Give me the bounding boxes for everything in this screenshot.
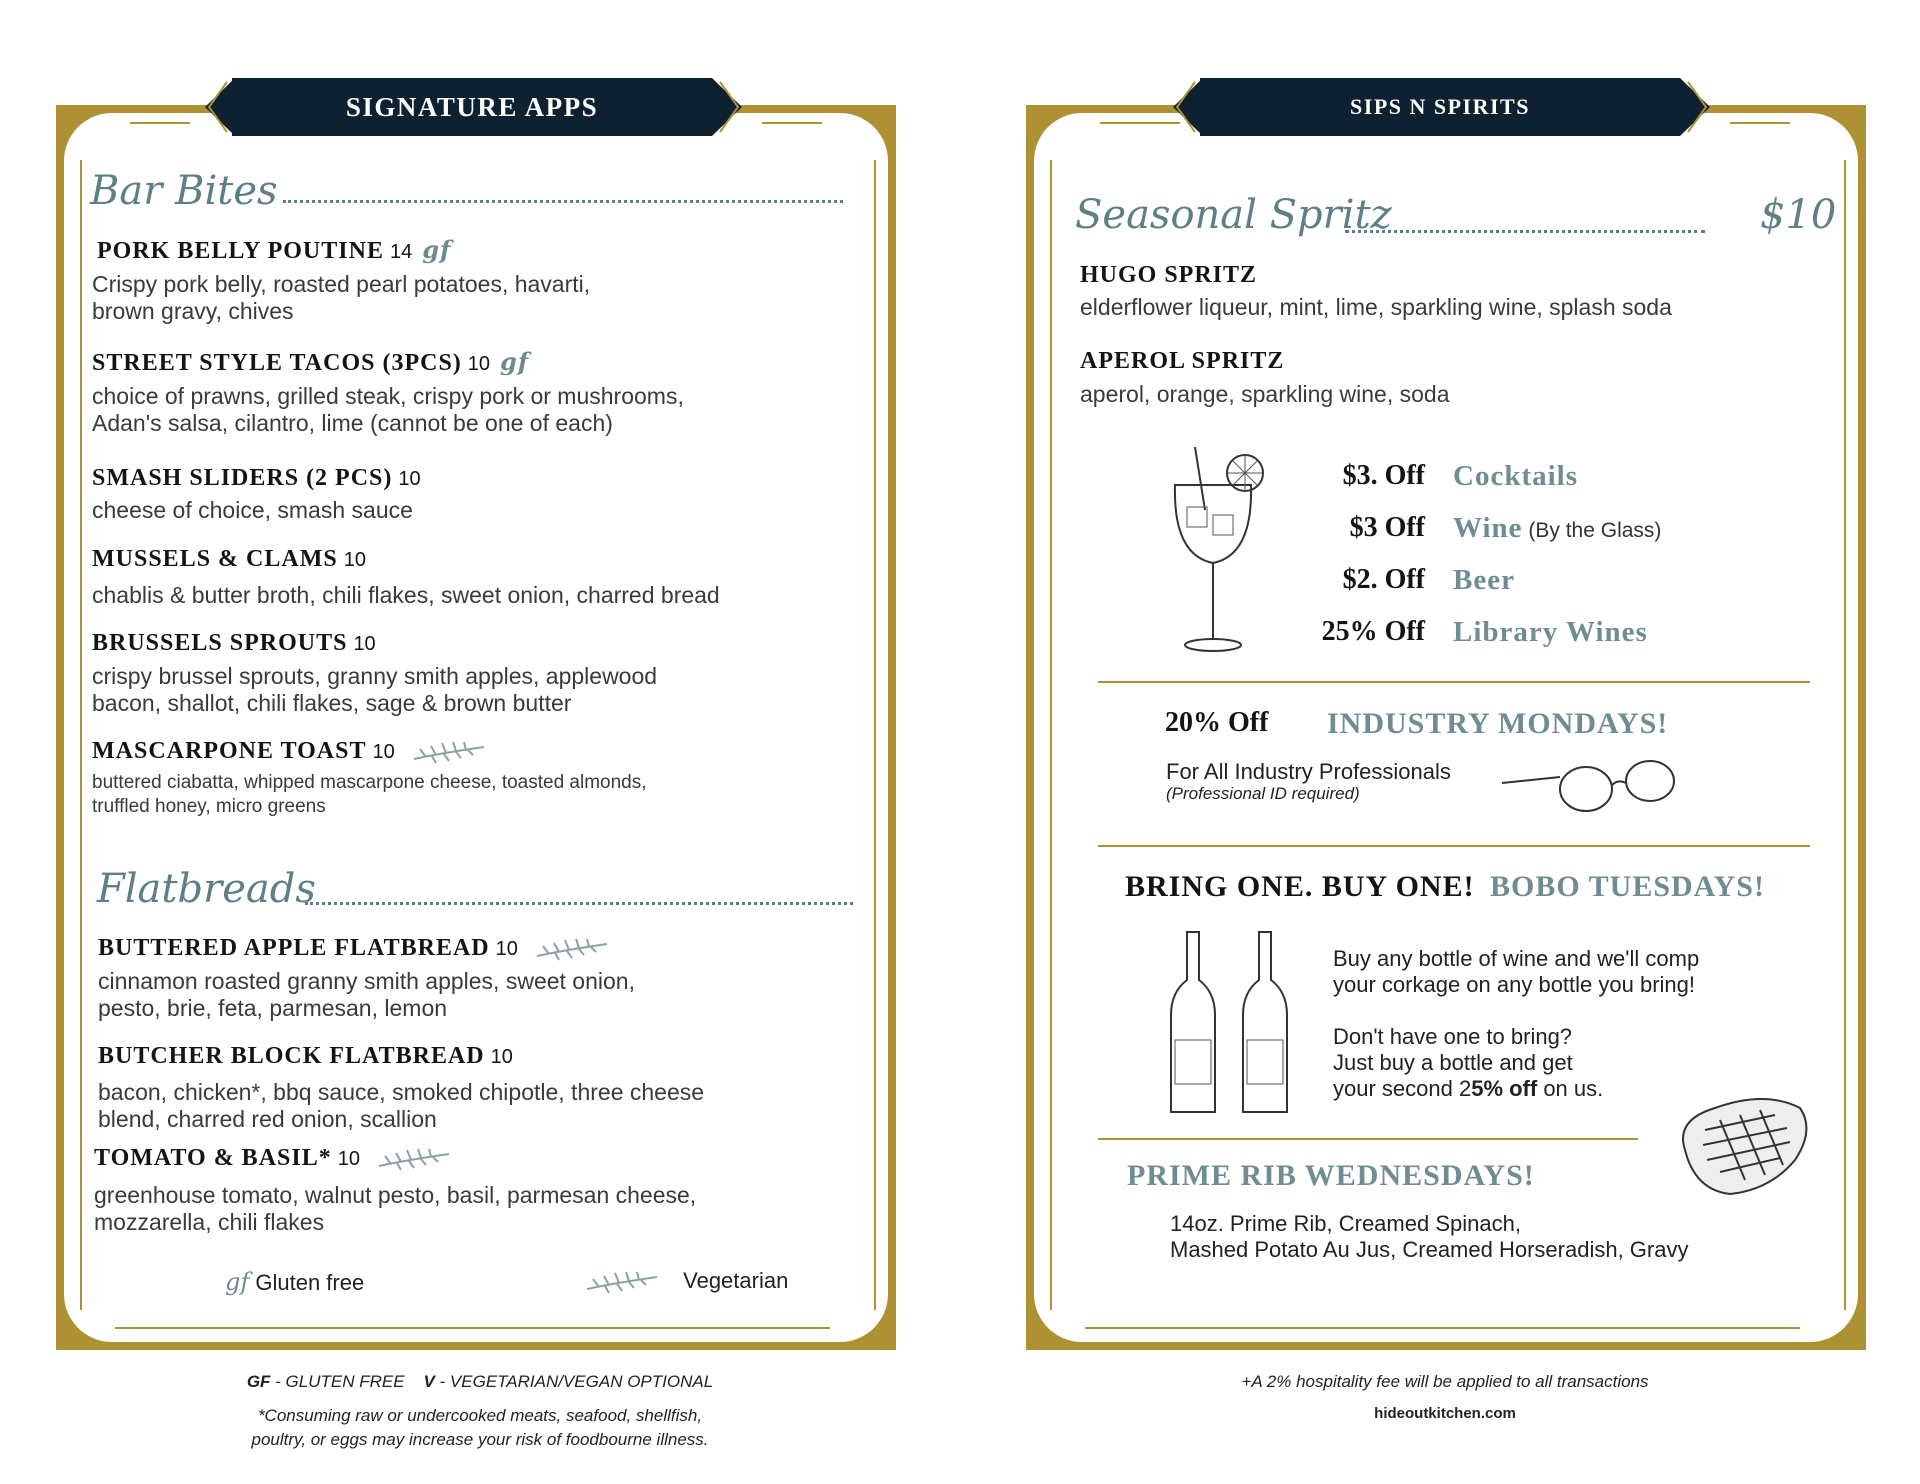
- vegetarian-leaf-icon: [377, 1146, 451, 1172]
- banner-point-left: [205, 78, 235, 136]
- bobo-offer: Don't have one to bring? Just buy a bottle and get your second 25% off on us.: [1333, 1024, 1604, 1101]
- wine-bottles-icon: [1165, 930, 1315, 1120]
- banner-title: SIPS N SPIRITS: [1350, 94, 1530, 119]
- deal-price: $3 Off: [1349, 512, 1425, 543]
- menu-item-description: bacon, chicken*, bbq sauce, smoked chipotle, three cheese blend, charred red onion, scallion: [98, 1079, 705, 1132]
- website-link[interactable]: hideoutkitchen.com: [1374, 1405, 1516, 1422]
- vegetarian-leaf-icon: [535, 936, 609, 962]
- seasonal-spritz-heading: Seasonal Spritz: [1075, 192, 1392, 238]
- industry-mondays-title: INDUSTRY MONDAYS!: [1327, 707, 1669, 740]
- gluten-free-icon: gf: [225, 1268, 250, 1296]
- menu-item-title: MASCARPONE TOAST 10: [92, 738, 486, 765]
- menu-item-description: buttered ciabatta, whipped mascarpone cheese, toasted almonds, truffled honey, micro greens: [92, 772, 647, 817]
- flatbreads-heading: Flatbreads: [97, 866, 316, 912]
- divider: [1098, 681, 1810, 683]
- legend-vegetarian: Vegetarian: [585, 1268, 788, 1295]
- menu-item-description: chablis & butter broth, chili flakes, sweet onion, charred bread: [92, 582, 720, 608]
- seasonal-spritz-price: $10: [1760, 192, 1837, 238]
- industry-note: (Professional ID required): [1166, 784, 1360, 803]
- deal-name: Wine (By the Glass): [1453, 512, 1662, 544]
- menu-item-title: SMASH SLIDERS (2 PCS) 10: [92, 465, 421, 491]
- menu-item-description: crispy brussel sprouts, granny smith apples, applewood bacon, shallot, chili flakes, sage & brown butter: [92, 663, 658, 716]
- menu-item-title: PORK BELLY POUTINE 14 gf: [97, 235, 452, 264]
- deal-name: Library Wines: [1453, 616, 1648, 648]
- sips-n-spirits-banner: [1200, 78, 1680, 136]
- prime-rib-title: PRIME RIB WEDNESDAYS!: [1127, 1159, 1535, 1192]
- spritz-description: aperol, orange, sparkling wine, soda: [1080, 381, 1450, 407]
- divider: [1098, 845, 1810, 847]
- vegetarian-leaf-icon: [585, 1269, 665, 1295]
- divider: [1098, 1138, 1638, 1140]
- menu-item-description: choice of prawns, grilled steak, crispy pork or mushrooms, Adan's salsa, cilantro, lime (cannot be one of each): [92, 383, 684, 436]
- gluten-free-icon: gf: [500, 347, 530, 376]
- menu-item-title: STREET STYLE TACOS (3PCS) 10 gf: [92, 347, 530, 376]
- menu-item-title: BUTTERED APPLE FLATBREAD 10: [98, 935, 609, 962]
- banner-point-right: [1680, 78, 1710, 136]
- spritz-title: HUGO SPRITZ: [1080, 262, 1258, 288]
- cocktail-glass-icon: [1165, 445, 1270, 660]
- food-safety-warning: *Consuming raw or undercooked meats, seafood, shellfish, poultry, or eggs may increase your risk of foodbourne illness.: [251, 1406, 709, 1449]
- spritz-description: elderflower liqueur, mint, lime, sparkling wine, splash soda: [1080, 294, 1672, 320]
- menu-item-description: cinnamon roasted granny smith apples, sweet onion, pesto, brie, feta, parmesan, lemon: [98, 968, 635, 1021]
- banner-point-left: [1173, 78, 1203, 136]
- menu-item-description: Crispy pork belly, roasted pearl potatoes, havarti, brown gravy, chives: [92, 271, 591, 324]
- signature-apps-banner: [232, 78, 712, 136]
- deal-price: $3. Off: [1342, 460, 1425, 491]
- menu-item-title: BUTCHER BLOCK FLATBREAD 10: [98, 1043, 513, 1069]
- legend-gluten-free: gf Gluten free: [225, 1268, 365, 1296]
- menu-item-description: cheese of choice, smash sauce: [92, 497, 413, 523]
- deal-price: $2. Off: [1342, 564, 1425, 595]
- gluten-free-icon: gf: [422, 235, 452, 264]
- deal-name: Cocktails: [1453, 460, 1578, 492]
- banner-title: SIGNATURE APPS: [345, 91, 599, 122]
- dietary-key: GF - GLUTEN FREE V - VEGETARIAN/VEGAN OPTIONAL: [246, 1372, 714, 1391]
- industry-text: For All Industry Professionals: [1166, 759, 1451, 784]
- prime-rib-text: 14oz. Prime Rib, Creamed Spinach, Mashed Potato Au Jus, Creamed Horseradish, Gravy: [1170, 1211, 1689, 1262]
- deal-name: Beer: [1453, 564, 1515, 596]
- eyeglasses-icon: [1500, 755, 1680, 817]
- bobo-text: Buy any bottle of wine and we'll comp your corkage on any bottle you bring!: [1333, 946, 1700, 997]
- flatbreads-dots: [305, 902, 853, 905]
- spritz-title: APEROL SPRITZ: [1080, 348, 1285, 374]
- hospitality-fee-note: +A 2% hospitality fee will be applied to all transactions: [1241, 1372, 1649, 1391]
- bobo-headline: BRING ONE. BUY ONE!: [1125, 870, 1475, 903]
- menu-item-title: MUSSELS & CLAMS 10: [92, 546, 366, 572]
- banner-point-right: [712, 78, 742, 136]
- deal-price: 25% Off: [1321, 616, 1425, 647]
- industry-deal-price: 20% Off: [1165, 707, 1269, 738]
- menu-item-title: TOMATO & BASIL* 10: [94, 1145, 451, 1172]
- bar-bites-dots: [283, 200, 843, 203]
- bobo-tuesdays-title: BOBO TUESDAYS!: [1490, 870, 1765, 903]
- menu-item-description: greenhouse tomato, walnut pesto, basil, parmesan cheese, mozzarella, chili flakes: [94, 1182, 697, 1235]
- vegetarian-leaf-icon: [412, 739, 486, 765]
- menu-item-title: BRUSSELS SPROUTS 10: [92, 630, 376, 656]
- steak-icon: [1675, 1090, 1815, 1200]
- spritz-dots: [1345, 230, 1705, 233]
- bar-bites-heading: Bar Bites: [90, 168, 278, 214]
